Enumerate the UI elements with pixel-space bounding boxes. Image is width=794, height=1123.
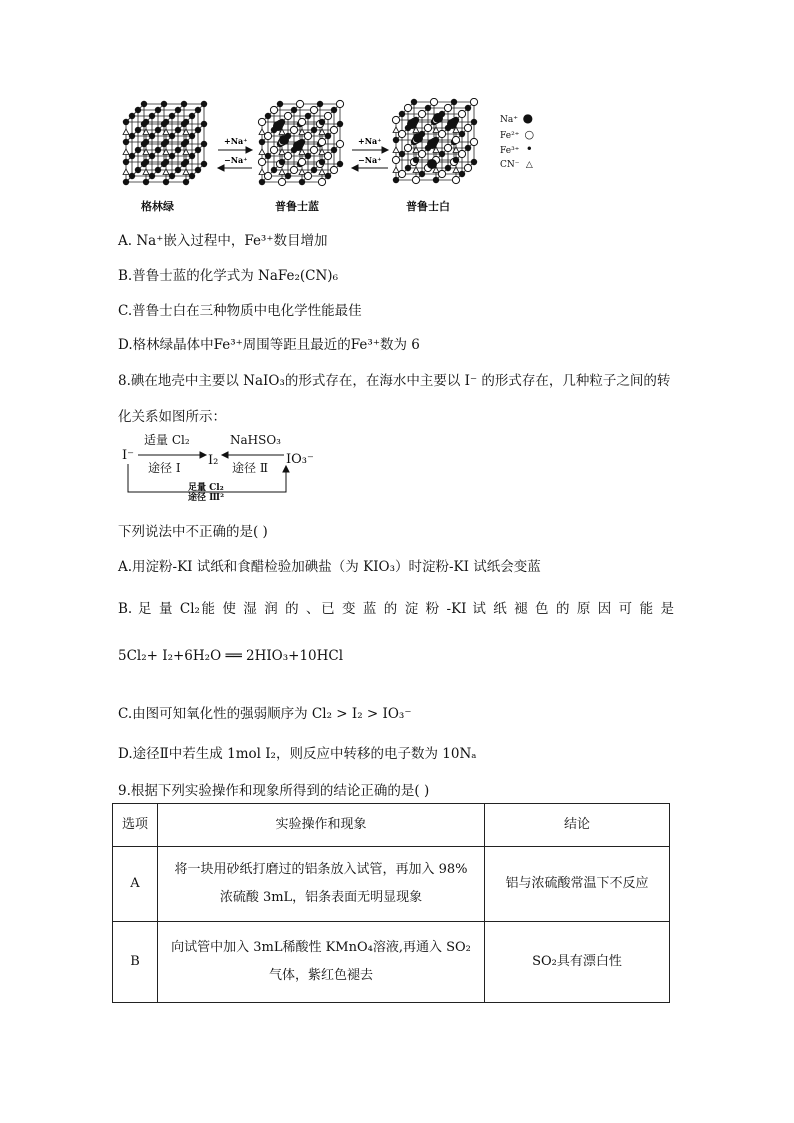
- fe3-ion: [285, 173, 291, 179]
- fe2-ion: [310, 106, 317, 113]
- fe3-ion: [135, 127, 141, 133]
- lattice-edge: [186, 124, 204, 142]
- fe2-ion: [470, 98, 477, 105]
- fe3-ion: [433, 177, 439, 183]
- cn-ion: [259, 129, 265, 135]
- fe3-ion: [279, 159, 285, 165]
- q8-question: 下列说法中不正确的是( ): [118, 524, 268, 540]
- route3-reagent: 足量 Cl₂: [188, 483, 224, 493]
- fe3-ion: [291, 107, 297, 113]
- fe3-ion: [155, 127, 161, 133]
- fe3-ion: [439, 151, 445, 157]
- arrow-label-minus-2: −Na⁺: [358, 155, 382, 165]
- q8-option-c: C.由图可知氧化性的强弱顺序为 Cl₂ > I₂ > IO₃⁻: [118, 706, 412, 722]
- fe3-ion: [299, 179, 305, 185]
- lattice-edge: [126, 144, 144, 162]
- fe2-ion: [324, 152, 331, 159]
- legend-item: CN⁻ △: [500, 159, 533, 170]
- figure-label-blue: 普鲁士蓝: [275, 200, 319, 213]
- fe3-ion: [331, 147, 337, 153]
- fe3-ion: [305, 113, 311, 119]
- fe2-ion: [336, 140, 343, 147]
- fe3-ion: [181, 101, 187, 107]
- row-b-operation: 向试管中加入 3mL稀酸性 KMnO₄溶液,再通入 SO₂ 气体，紫红色褪去: [158, 922, 485, 1003]
- fe3-ion: [129, 153, 135, 159]
- fe3-ion: [405, 165, 411, 171]
- fe2-ion: [296, 100, 303, 107]
- fe3-ion: [277, 101, 283, 107]
- table-row: [113, 922, 670, 1003]
- table-header-row: [113, 804, 670, 847]
- fe3-ion: [471, 159, 477, 165]
- route1-reagent: 适量 Cl₂: [144, 433, 190, 447]
- na-ion: [427, 139, 437, 149]
- fe3-ion: [319, 159, 325, 165]
- fe2-ion: [304, 132, 311, 139]
- fe3-ion: [183, 159, 189, 165]
- cn-ion: [123, 169, 129, 175]
- fe2-ion: [304, 172, 311, 179]
- fe3-ion: [155, 107, 161, 113]
- fe3-ion: [271, 167, 277, 173]
- fe2-ion: [290, 126, 297, 133]
- cn-ion: [123, 149, 129, 155]
- q8-stem-line2: 化关系如图所示：: [118, 409, 226, 425]
- lattice-edge: [126, 164, 144, 182]
- fe3-ion: [465, 105, 471, 111]
- q9-stem: 9.根据下列实验操作和现象所得到的结论正确的是( ): [118, 783, 430, 799]
- na-ion: [273, 121, 283, 131]
- fe3-ion: [163, 139, 169, 145]
- fe2-ion: [398, 130, 405, 137]
- fe2-ion: [318, 138, 325, 145]
- fe3-ion: [143, 119, 149, 125]
- fe3-ion: [123, 179, 129, 185]
- fe3-ion: [399, 151, 405, 157]
- fe3-ion: [265, 113, 271, 119]
- fe3-ion: [123, 139, 129, 145]
- fe3-ion: [175, 127, 181, 133]
- fe3-ion: [451, 99, 457, 105]
- row-b-option: B: [113, 922, 158, 1003]
- fe2-ion: [392, 156, 399, 163]
- fe3-ion: [155, 147, 161, 153]
- lattice-edge: [146, 144, 164, 162]
- species-io3: IO₃⁻: [286, 452, 314, 467]
- fe2-ion: [438, 130, 445, 137]
- fe3-ion: [265, 153, 271, 159]
- q7-option-c: C.普鲁士白在三种物质中电化学性能最佳: [118, 303, 362, 319]
- fe2-ion: [444, 144, 451, 151]
- fe2-ion: [438, 170, 445, 177]
- fe3-ion: [189, 133, 195, 139]
- fe3-ion: [143, 159, 149, 165]
- fe3-ion: [311, 127, 317, 133]
- fe3-ion: [175, 107, 181, 113]
- fe3-ion: [453, 157, 459, 163]
- q7-option-d: D.格林绿晶体中Fe³⁺周围等距且最近的Fe³⁺数为 6: [118, 337, 420, 353]
- fe3-ion: [325, 133, 331, 139]
- arrow-label-plus-2: +Na⁺: [358, 136, 382, 146]
- fe3-ion: [135, 107, 141, 113]
- route2-reagent: NaHSO₃: [230, 433, 281, 447]
- fe3-ion: [149, 113, 155, 119]
- fe3-ion: [411, 99, 417, 105]
- lattice-edge: [166, 164, 184, 182]
- fe3-ion: [135, 167, 141, 173]
- fe3-ion: [465, 145, 471, 151]
- fe2-ion: [270, 146, 277, 153]
- cn-ion: [123, 129, 129, 135]
- fe3-ion: [201, 101, 207, 107]
- q8-option-b: B. 足 量 Cl₂能 使 湿 润 的 、已 变 蓝 的 淀 粉 -KI 试 纸 褪 色 的 原 因 可 能 是: [118, 601, 674, 617]
- experiment-table: [112, 803, 670, 1003]
- row-b-conclusion: SO₂具有漂白性: [485, 922, 670, 1003]
- fe3-ion: [143, 139, 149, 145]
- row-a-option: A: [113, 847, 158, 922]
- fe2-ion: [398, 170, 405, 177]
- fe2-ion: [330, 126, 337, 133]
- q7-option-b: B.普鲁士蓝的化学式为 NaFe₂(CN)₆: [118, 268, 338, 284]
- fe3-ion: [459, 171, 465, 177]
- fe3-ion: [149, 133, 155, 139]
- q7-option-a: A. Na⁺嵌入过程中，Fe³⁺数目增加: [118, 233, 328, 249]
- lattice-edge: [166, 104, 184, 122]
- fe3-ion: [259, 179, 265, 185]
- lattice-edge: [186, 144, 204, 162]
- header-option: 选项: [113, 804, 158, 847]
- prussian-white-lattice: [392, 98, 477, 183]
- fe2-ion: [264, 172, 271, 179]
- fe2-ion: [278, 178, 285, 185]
- iodine-conversion-diagram: [120, 430, 340, 506]
- fe3-ion: [471, 119, 477, 125]
- fe3-ion: [175, 147, 181, 153]
- fe2-ion: [258, 158, 265, 165]
- header-conclusion: 结论: [485, 804, 670, 847]
- lattice-edge: [146, 104, 164, 122]
- fe3-ion: [163, 159, 169, 165]
- legend-item: Fe²⁺ ○: [500, 127, 535, 141]
- fe3-ion: [425, 105, 431, 111]
- fe3-ion: [183, 139, 189, 145]
- arrow-label-plus-1: +Na⁺: [224, 136, 248, 146]
- figure-legend: [500, 112, 536, 172]
- species-i-minus: I⁻: [122, 448, 134, 463]
- fe2-ion: [412, 176, 419, 183]
- fe3-ion: [189, 173, 195, 179]
- fe2-ion: [452, 136, 459, 143]
- q8-option-d: D.途径Ⅱ中若生成 1mol I₂，则反应中转移的电子数为 10Nₐ: [118, 746, 477, 762]
- species-i2: I₂: [208, 453, 219, 468]
- cn-ion: [259, 149, 265, 155]
- fe2-ion: [458, 150, 465, 157]
- fe3-ion: [331, 107, 337, 113]
- fe2-ion: [404, 144, 411, 151]
- green-crystal-lattice: [123, 101, 207, 185]
- row-a-conclusion: 铝与浓硫酸常温下不反应: [485, 847, 670, 922]
- lattice-edge: [146, 164, 164, 182]
- na-ion: [407, 119, 417, 129]
- fe3-ion: [413, 157, 419, 163]
- na-ion: [413, 133, 423, 143]
- fe3-ion: [319, 119, 325, 125]
- figure-label-white: 普鲁士白: [406, 200, 450, 213]
- fe2-ion: [264, 132, 271, 139]
- route1-label: 途径 Ⅰ: [148, 461, 181, 475]
- arrow-label-minus-1: −Na⁺: [224, 155, 248, 165]
- q8-option-a: A.用淀粉-KI 试纸和食醋检验加碘盐（为 KIO₃）时淀粉-KI 试纸会变蓝: [118, 559, 541, 575]
- figure-label-green: 格林绿: [141, 200, 174, 213]
- cn-ion: [393, 147, 399, 153]
- fe3-ion: [129, 133, 135, 139]
- fe2-ion: [470, 138, 477, 145]
- fe2-ion: [464, 164, 471, 171]
- table-row: [113, 847, 670, 922]
- na-ion: [279, 135, 289, 145]
- fe2-ion: [324, 112, 331, 119]
- fe3-ion: [189, 153, 195, 159]
- row-a-operation: 将一块用砂纸打磨过的铝条放入试管，再加入 98% 浓硫酸 3mL，铝条表面无明显现象: [158, 847, 485, 922]
- fe2-ion: [270, 106, 277, 113]
- lattice-edge: [166, 144, 184, 162]
- q8-equation: 5Cl₂+ I₂+6H₂O ══ 2HIO₃+10HCl: [118, 648, 344, 664]
- fe3-ion: [169, 113, 175, 119]
- lattice-edge: [126, 124, 144, 142]
- fe2-ion: [392, 116, 399, 123]
- fe3-ion: [143, 179, 149, 185]
- fe3-ion: [393, 177, 399, 183]
- fe3-ion: [393, 137, 399, 143]
- lattice-edge: [126, 104, 144, 122]
- fe3-ion: [195, 127, 201, 133]
- fe3-ion: [163, 179, 169, 185]
- fe3-ion: [183, 179, 189, 185]
- fe2-ion: [310, 146, 317, 153]
- fe3-ion: [155, 167, 161, 173]
- route2-label: 途径 Ⅱ: [232, 461, 268, 475]
- fe3-ion: [445, 165, 451, 171]
- fe2-ion: [424, 124, 431, 131]
- fe2-ion: [336, 100, 343, 107]
- fe3-ion: [129, 113, 135, 119]
- fe3-ion: [169, 133, 175, 139]
- fe2-ion: [284, 152, 291, 159]
- prussian-blue-lattice: [258, 100, 343, 185]
- fe3-ion: [201, 141, 207, 147]
- q8-stem-line1: 8.碘在地壳中主要以 NaIO₃的形式存在，在海水中主要以 I⁻ 的形式存在，几种粒子之间的转: [118, 373, 671, 389]
- cn-ion: [393, 127, 399, 133]
- header-operation: 实验操作和现象: [158, 804, 485, 847]
- lattice-edge: [186, 164, 204, 182]
- legend-item: Fe³⁺ •: [500, 142, 533, 156]
- fe3-ion: [259, 139, 265, 145]
- fe2-ion: [284, 112, 291, 119]
- lattice-edge: [186, 104, 204, 122]
- fe2-ion: [458, 110, 465, 117]
- cn-ion: [259, 169, 265, 175]
- fe3-ion: [459, 131, 465, 137]
- fe3-ion: [149, 153, 155, 159]
- na-ion: [447, 119, 457, 129]
- fe3-ion: [129, 173, 135, 179]
- fe2-ion: [298, 118, 305, 125]
- fe3-ion: [149, 173, 155, 179]
- na-ion: [293, 141, 303, 151]
- fe2-ion: [318, 178, 325, 185]
- route3-label: 途径 Ⅲ²: [188, 493, 225, 503]
- fe2-ion: [298, 158, 305, 165]
- fe3-ion: [337, 161, 343, 167]
- fe3-ion: [141, 101, 147, 107]
- fe2-ion: [418, 150, 425, 157]
- fe3-ion: [337, 121, 343, 127]
- fe3-ion: [175, 167, 181, 173]
- fe3-ion: [317, 101, 323, 107]
- fe3-ion: [201, 121, 207, 127]
- na-ion: [433, 113, 443, 123]
- fe2-ion: [444, 104, 451, 111]
- cn-ion: [393, 167, 399, 173]
- fe2-ion: [452, 176, 459, 183]
- fe3-ion: [183, 119, 189, 125]
- fe2-ion: [430, 98, 437, 105]
- na-ion: [427, 159, 437, 169]
- legend-item: Na⁺ ●: [500, 111, 534, 125]
- fe3-ion: [399, 111, 405, 117]
- fe2-ion: [464, 124, 471, 131]
- fe2-ion: [418, 110, 425, 117]
- fe3-ion: [305, 153, 311, 159]
- fe3-ion: [195, 147, 201, 153]
- fe2-ion: [330, 166, 337, 173]
- fe3-ion: [161, 101, 167, 107]
- fe3-ion: [123, 159, 129, 165]
- fe3-ion: [419, 171, 425, 177]
- fe2-ion: [404, 104, 411, 111]
- fe3-ion: [135, 147, 141, 153]
- fe3-ion: [123, 119, 129, 125]
- fe3-ion: [169, 153, 175, 159]
- lattice-edge: [146, 124, 164, 142]
- fe3-ion: [169, 173, 175, 179]
- lattice-edge: [166, 124, 184, 142]
- fe3-ion: [195, 107, 201, 113]
- fe3-ion: [189, 113, 195, 119]
- fe2-ion: [258, 118, 265, 125]
- fe3-ion: [201, 161, 207, 167]
- fe3-ion: [163, 119, 169, 125]
- fe3-ion: [311, 167, 317, 173]
- fe2-ion: [290, 166, 297, 173]
- fe3-ion: [325, 173, 331, 179]
- fe3-ion: [195, 167, 201, 173]
